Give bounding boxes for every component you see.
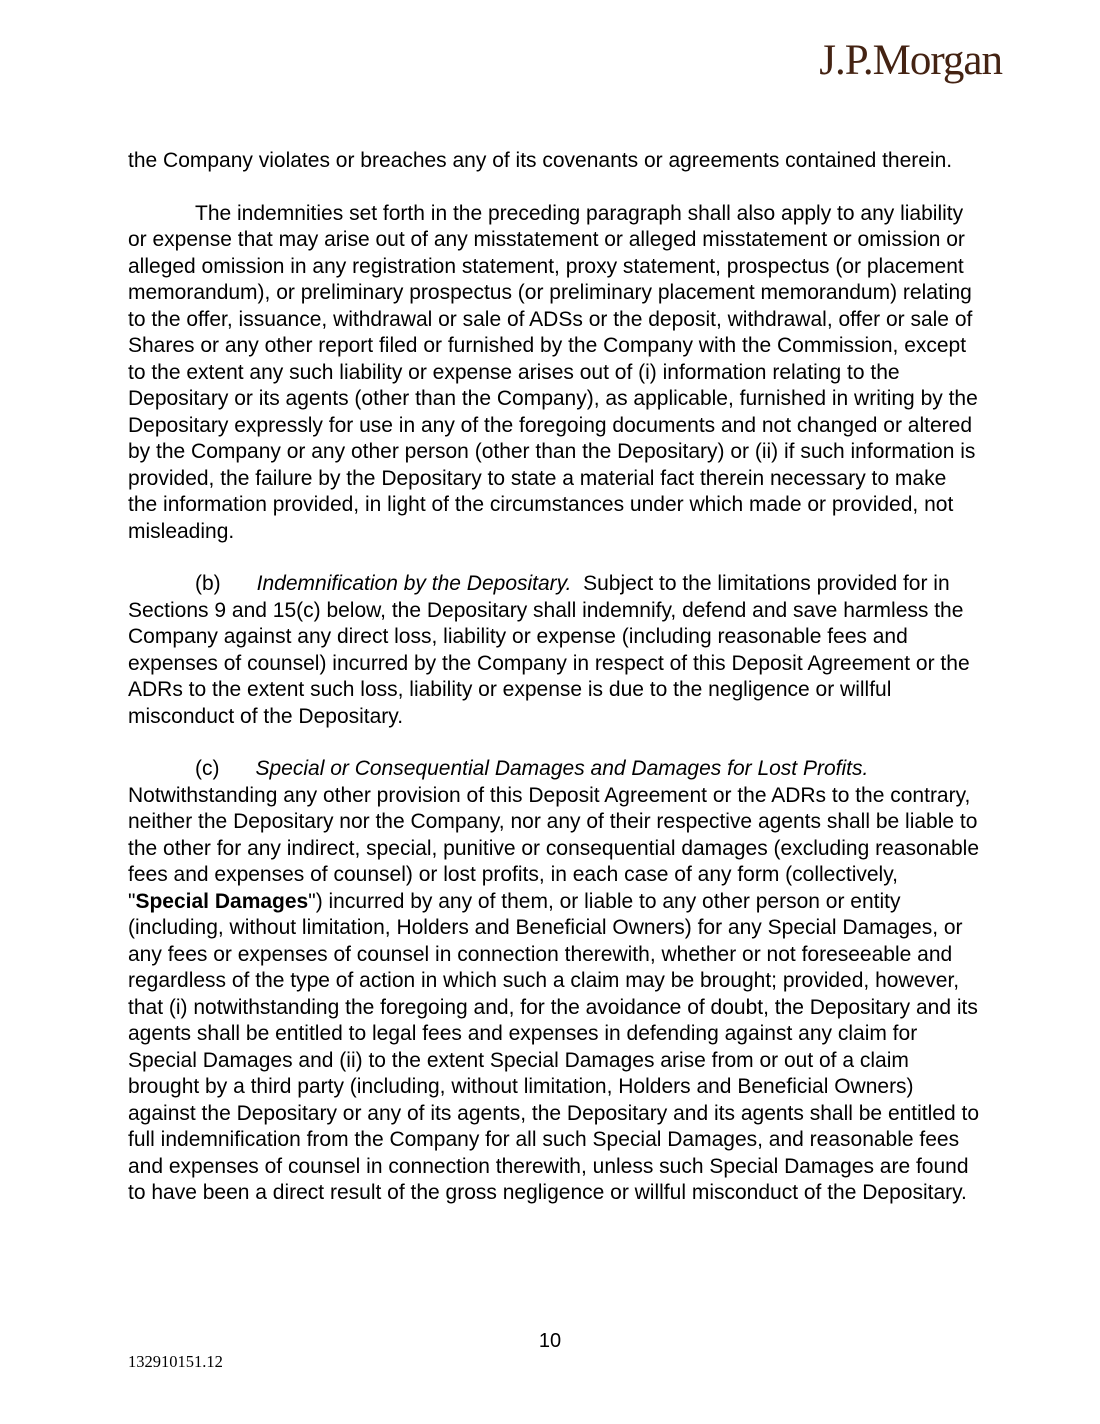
- text-segment-normal: ") incurred by any of them, or liable to any other person or entity (including, without limitation, Holders and Beneficial Owners) for any Special Damages, or any fees or expenses of counsel in connection therewith, whether or not foreseeable and regardless of the type of action in which such a claim may be brought; provided, however, that (i) notwithstanding the foregoing and, for the avoidance of doubt, the Depositary and its agents shall be entitled to legal fees and expenses in defending against any claim for Special Damages and (ii) to the extent Special Damages arise from or out of a claim brought by a third party (including, without limitation, Holders and Beneficial Owners) against the Depositary or any of its agents, the Depositary and its agents shall be entitled to full indemnification from the Company for all such Special Damages, and reasonable fees and expenses of counsel in connection therewith, unless such Special Damages are found to have been a direct result of the gross negligence or willful misconduct of the Depositary.: [128, 889, 985, 1204]
- text-segment-normal: The indemnities set forth in the preceding paragraph shall also apply to any liability or expense that may arise out of any misstatement or alleged misstatement or omission or alleged omission in any registration statement, proxy statement, prospectus (or placement memorandum), or preliminary prospectus (or preliminary placement memorandum) relating to the offer, issuance, withdrawal or sale of ADSs or the deposit, withdrawal, offer or sale of Shares or any other report filed or furnished by the Company with the Commission, except to the extent any such liability or expense arises out of (i) information relating to the Depositary or its agents (other than the Company), as applicable, furnished in writing by the Depositary expressly for use in any of the foregoing documents and not changed or altered by the Company or any other person (other than the Depositary) or (ii) if such information is provided, the failure by the Depositary to state a material fact therein necessary to make the information provided, in light of the circumstances under which made or provided, not misleading.: [128, 201, 984, 543]
- text-segment-italic: Indemnification by the Depositary.: [256, 572, 572, 595]
- text-segment-normal: the Company violates or breaches any of its covenants or agreements contained therein.: [128, 149, 953, 172]
- paragraph: [128, 571, 980, 730]
- body-text: [128, 148, 985, 1233]
- paragraph: [128, 756, 985, 1207]
- text-segment-italic: Special or Consequential Damages and Damages for Lost Profits.: [255, 757, 869, 780]
- text-segment-bold: Special Damages: [135, 889, 309, 913]
- text-segment-normal: Notwithstanding any other provision of this Deposit Agreement or the ADRs to the contrary, neither the Depositary nor the Company, nor any of their respective agents shall be liable to the other for any indirect, special, punitive or consequential damages (excluding reasonable fees and expenses of counsel) or lost profits, in each case of any form (collectively, ": [128, 757, 985, 913]
- paragraph: [128, 148, 980, 175]
- text-segment-normal: (b): [195, 572, 221, 595]
- document-id: 132910151.12: [128, 1352, 223, 1371]
- paragraph: [128, 201, 984, 546]
- jpmorgan-logo: J.P.Morgan: [819, 37, 1002, 84]
- text-segment-normal: (c): [195, 757, 220, 780]
- text-segment-normal: Subject to the limitations provided for in Sections 9 and 15(c) below, the Depositary shall indemnify, defend and save harmless the Company against any direct loss, liability or expense (including reasonable fees and expenses of counsel) incurred by the Company in respect of this Deposit Agreement or the ADRs to the extent such loss, liability or expense is due to the negligence or willful misconduct of the Depositary.: [128, 572, 975, 728]
- page-number: 10: [538, 1330, 562, 1352]
